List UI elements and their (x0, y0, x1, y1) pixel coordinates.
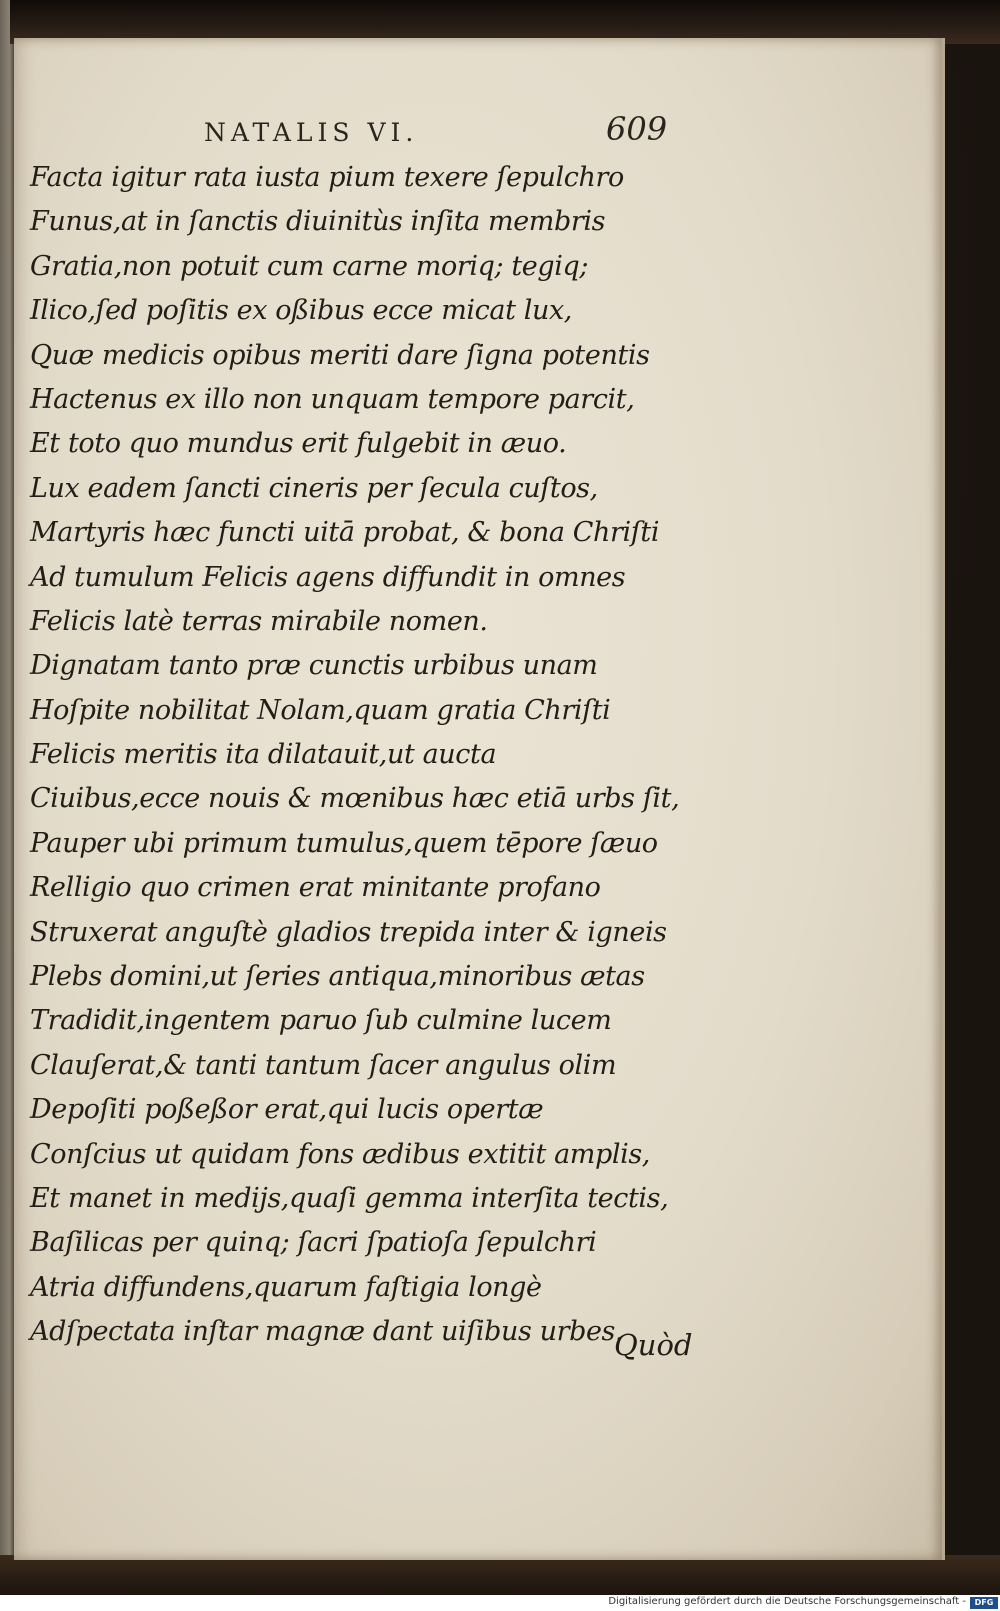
book-cover-bottom (0, 1555, 1000, 1595)
verse-line: Dignatam tanto præ cunctis urbibus unam (30, 650, 598, 682)
verse-line: Struxerat anguſtè gladios trepida inter & igneis (30, 916, 667, 948)
verse-line: Lux eadem ſancti cineris per ſecula cuſtos, (30, 472, 598, 504)
page-sheet (14, 38, 945, 1560)
verse-line: Funus,at in ſanctis diuinitùs inſita membris (30, 206, 606, 238)
verse-line: Baſilicas per quinq; ſacri ſpatioſa ſepulchri (30, 1227, 597, 1259)
verse-line: Relligio quo crimen erat minitante profano (30, 872, 601, 904)
page-header (14, 110, 942, 150)
verse-line: Ilico,ſed poſitis ex oßibus ecce micat lux, (30, 295, 572, 327)
verse-list (30, 156, 930, 1355)
verse-line: Ciuibus,ecce nouis & mœnibus hæc etiā urbs ſit, (30, 783, 680, 815)
running-title: NATALIS VI. (204, 118, 419, 147)
verse-line: Gratia,non potuit cum carne moriq; tegiq; (30, 250, 589, 282)
verse-line: Adſpectata inſtar magnæ dant uiſibus urbes. (30, 1316, 624, 1348)
verse-line: Conſcius ut quidam fons ædibus extitit amplis, (30, 1138, 650, 1170)
verse-line: Plebs domini,ut ſeries antiqua,minoribus ætas (30, 961, 645, 993)
verse-line: Pauper ubi primum tumulus,quem tēpore ſæuo (30, 827, 658, 859)
funding-credit: Digitalisierung gefördert durch die Deutsche Forschungsgemeinschaft - (608, 1596, 966, 1607)
verse-line: Ad tumulum Felicis agens diffundit in omnes (30, 561, 626, 593)
verse-line: Felicis meritis ita dilatauit,ut aucta (30, 739, 497, 771)
verse-line: Atria diffundens,quarum faſtigia longè (30, 1271, 542, 1303)
verse-line: Hactenus ex illo non unquam tempore parcit, (30, 383, 635, 415)
verse-line: Tradidit,ingentem paruo ſub culmine lucem (30, 1005, 612, 1037)
page-number: 609 (606, 110, 668, 148)
verse-line: Et manet in medijs,quaſi gemma interſita tectis, (30, 1182, 669, 1214)
verse-line: Facta igitur rata iusta pium texere ſepulchro (30, 162, 624, 193)
digitization-footer (0, 1595, 1000, 1611)
verse-line: Quæ medicis opibus meriti dare ſigna potentis (30, 339, 650, 371)
verse-line: Hoſpite nobilitat Nolam,quam gratia Chriſti (30, 694, 611, 726)
verse-line: Martyris hæc functi uitā probat, & bona Chriſti (30, 517, 660, 549)
dfg-logo-icon: DFG (970, 1597, 998, 1609)
catchword: Quòd (614, 1328, 693, 1362)
verse-line: Depoſiti poßeßor erat,qui lucis opertæ (30, 1094, 544, 1126)
verse-line: Et toto quo mundus erit fulgebit in æuo. (30, 428, 567, 460)
verse-line: Clauſerat,& tanti tantum ſacer angulus olim (30, 1049, 617, 1081)
verse-line: Felicis latè terras mirabile nomen. (30, 605, 488, 637)
